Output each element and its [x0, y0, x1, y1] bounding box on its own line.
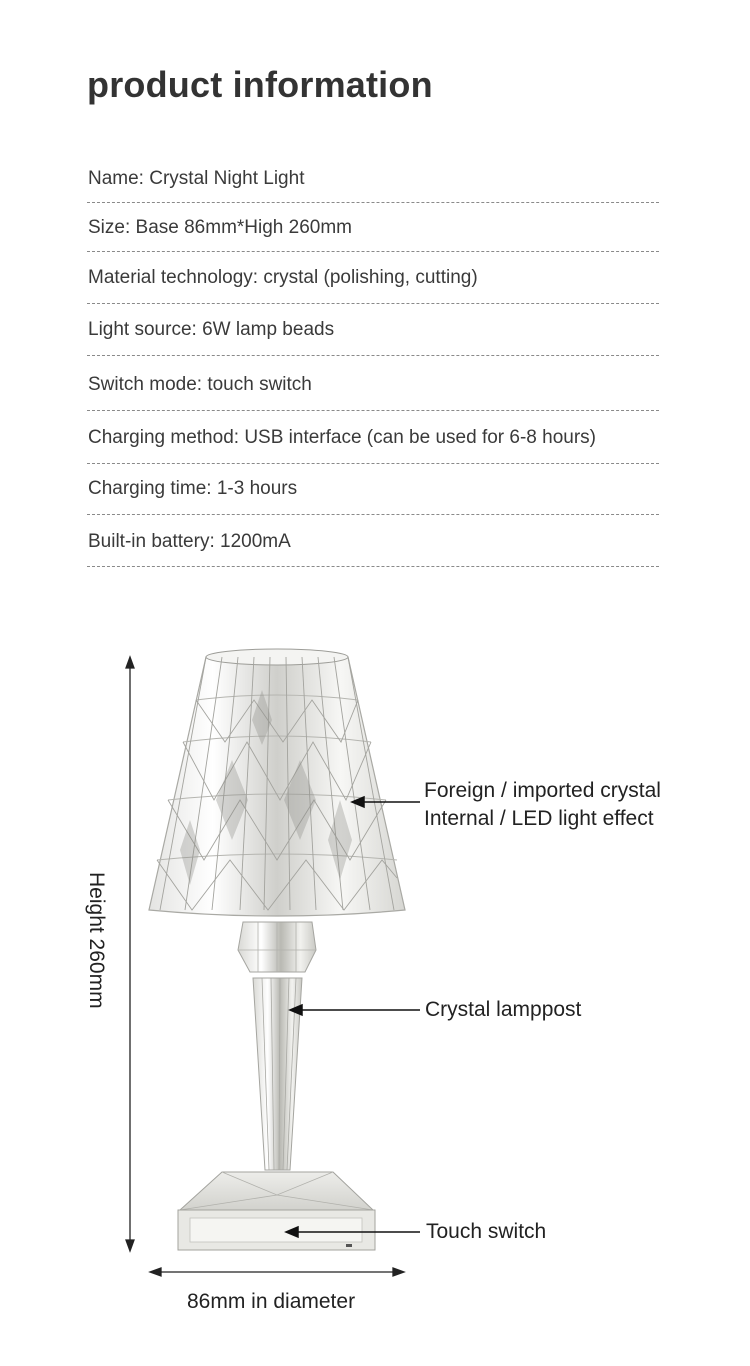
height-dimension-arrow [126, 657, 134, 1251]
shade-label-led: Internal / LED light effect [424, 807, 654, 830]
spec-light-source: Light source: 6W lamp beads [88, 319, 335, 340]
lamp-post [253, 978, 302, 1170]
lamp-shade [149, 649, 405, 916]
diameter-dimension-arrow [150, 1268, 404, 1276]
post-label: Crystal lamppost [425, 998, 582, 1021]
spec-charging-method: Charging method: USB interface (can be used for 6-8 hours) [88, 427, 596, 448]
post-pointer-arrow [290, 1005, 420, 1015]
shade-pointer-arrow [352, 797, 420, 807]
lamp-base [178, 1172, 375, 1250]
switch-label: Touch switch [426, 1220, 547, 1243]
height-label: Height 260mm [85, 872, 108, 1009]
lamp-knob [238, 922, 316, 972]
spec-material: Material technology: crystal (polishing, cutting) [88, 267, 478, 288]
diameter-label: 86mm in diameter [187, 1290, 356, 1313]
shade-label-crystal: Foreign / imported crystal [424, 779, 661, 802]
spec-charging-time: Charging time: 1-3 hours [88, 478, 298, 499]
spec-switch-mode: Switch mode: touch switch [88, 374, 312, 395]
page-title: product information [87, 64, 433, 105]
spec-size: Size: Base 86mm*High 260mm [88, 217, 352, 238]
spec-name: Name: Crystal Night Light [88, 168, 305, 189]
spec-battery: Built-in battery: 1200mA [88, 531, 291, 552]
